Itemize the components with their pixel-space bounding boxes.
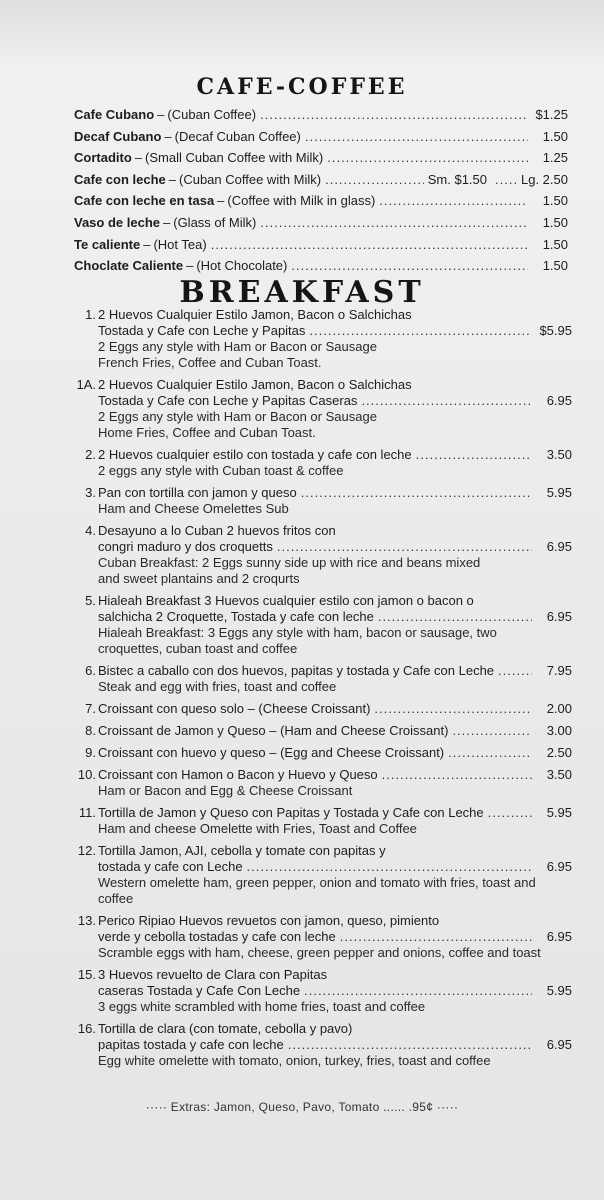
- coffee-item-price: Lg. 2.50: [521, 171, 568, 187]
- coffee-item-desc: (Glass of Milk): [173, 214, 257, 230]
- coffee-item-price: 1.25: [542, 150, 568, 166]
- cafe-coffee-heading: CAFE-COFFEE: [196, 74, 408, 100]
- item-price: 6.95: [546, 1037, 572, 1052]
- coffee-item-desc: (Cuban Coffee): [167, 107, 257, 122]
- dot-leader: [498, 663, 532, 679]
- breakfast-item: [72, 307, 572, 371]
- dash-separator: –: [143, 236, 151, 252]
- dot-leader: [374, 701, 532, 717]
- coffee-item-price: 1.50: [542, 214, 568, 230]
- coffee-item-desc: (Decaf Cuban Coffee): [174, 128, 301, 144]
- item-line: [98, 805, 572, 821]
- item-number: 12.: [77, 843, 96, 858]
- item-price: 5.95: [546, 485, 572, 500]
- coffee-item-desc: (Cuban Coffee with Milk): [179, 171, 322, 187]
- coffee-item: [74, 129, 568, 151]
- item-spanish-text: caseras Tostada y Cafe Con Leche: [98, 983, 301, 998]
- dot-leader: [378, 609, 532, 625]
- coffee-item-desc: (Hot Chocolate): [196, 258, 288, 274]
- item-line: [98, 1037, 572, 1053]
- item-price: 6.95: [546, 393, 572, 408]
- item-english-text: Ham and Cheese Omelettes Sub: [98, 501, 289, 516]
- item-line: [98, 767, 572, 783]
- item-line: [98, 745, 572, 761]
- dash-separator: –: [164, 128, 172, 144]
- breakfast-item: [72, 913, 572, 961]
- item-line: [98, 323, 572, 339]
- dot-leader: [288, 1037, 532, 1053]
- breakfast-item: [72, 377, 572, 441]
- breakfast-item: [72, 805, 572, 837]
- dot-leader: [340, 929, 532, 945]
- item-english-text: Egg white omelette with tomato, onion, turkey, fries, toast and coffee: [98, 1053, 491, 1068]
- breakfast-item: [72, 745, 572, 761]
- breakfast-item: [72, 767, 572, 799]
- breakfast-item: [72, 701, 572, 717]
- item-number: 5.: [85, 593, 96, 608]
- dot-leader: [452, 723, 532, 739]
- coffee-item-name: Te caliente: [74, 236, 141, 252]
- breakfast-item: [72, 843, 572, 907]
- coffee-item: [74, 193, 568, 215]
- coffee-item-price: 1.50: [542, 128, 568, 144]
- dot-leader: [304, 983, 532, 999]
- breakfast-item: [72, 447, 572, 479]
- breakfast-list: [72, 307, 572, 1075]
- item-line: [98, 539, 572, 555]
- breakfast-heading: BREAKFAST: [179, 275, 425, 310]
- item-line: [98, 609, 572, 625]
- item-english-text: Home Fries, Coffee and Cuban Toast.: [98, 425, 316, 440]
- breakfast-item: [72, 663, 572, 695]
- item-english-text: Western omelette ham, green pepper, onion and tomato with fries, toast and coffee: [98, 875, 536, 906]
- item-english-text: Scramble eggs with ham, cheese, green pepper and onions, coffee and toast: [98, 945, 541, 960]
- dash-separator: –: [168, 171, 176, 187]
- dot-leader: [277, 539, 532, 555]
- coffee-item-price: 1.50: [542, 236, 568, 252]
- item-number: 1A.: [76, 377, 96, 392]
- item-spanish-text: Perico Ripiao Huevos revuetos con jamon, queso, pimiento: [98, 913, 440, 928]
- item-line: [98, 663, 572, 679]
- dash-separator: –: [163, 214, 171, 230]
- coffee-item-name: Decaf Cubano: [74, 128, 162, 144]
- item-number: 6.: [85, 663, 96, 678]
- dot-leader: [301, 485, 532, 501]
- item-english-text: 3 eggs white scrambled with home fries, toast and coffee: [98, 999, 426, 1014]
- item-spanish-text: Desayuno a lo Cuban 2 huevos fritos con: [98, 523, 336, 538]
- dot-leader: [327, 150, 528, 165]
- item-spanish-text: Croissant con huevo y queso – (Egg and Cheese Croissant): [98, 745, 445, 760]
- coffee-item-name: Cafe con leche: [74, 171, 166, 187]
- dash-separator: –: [157, 107, 165, 122]
- item-spanish-text: tostada y cafe con Leche: [98, 859, 243, 874]
- item-spanish-text: verde y cebolla tostadas y cafe con leche: [98, 929, 336, 944]
- item-spanish-text: Tortilla de clara (con tomate, cebolla y pavo): [98, 1021, 353, 1036]
- item-spanish-text: Hialeah Breakfast 3 Huevos cualquier estilo con jamon o bacon o: [98, 593, 474, 608]
- item-number: 16.: [77, 1021, 96, 1036]
- item-price: 5.95: [546, 805, 572, 820]
- item-english-text: 2 eggs any style with Cuban toast & coffee: [98, 463, 344, 478]
- item-line: [98, 485, 572, 501]
- item-price: $5.95: [539, 323, 572, 338]
- breakfast-item: [72, 593, 572, 657]
- dot-leader: [260, 107, 528, 122]
- item-price: 6.95: [546, 539, 572, 554]
- item-spanish-text: Tortilla de Jamon y Queso con Papitas y Tostada y Cafe con Leche: [98, 805, 484, 820]
- coffee-item: [74, 237, 568, 259]
- breakfast-item: [72, 523, 572, 587]
- item-english-text: 2 Eggs any style with Ham or Bacon or Sausage: [98, 339, 377, 354]
- item-price: 6.95: [546, 609, 572, 624]
- item-spanish-text: 3 Huevos revuelto de Clara con Papitas: [98, 967, 328, 982]
- item-spanish-text: Croissant de Jamon y Queso – (Ham and Cheese Croissant): [98, 723, 449, 738]
- breakfast-item: [72, 723, 572, 739]
- item-number: 3.: [85, 485, 96, 500]
- item-english-text: Steak and egg with fries, toast and coffee: [98, 679, 337, 694]
- item-spanish-text: Pan con tortilla con jamon y queso: [98, 485, 297, 500]
- dot-leader: [211, 237, 528, 252]
- item-number: 4.: [85, 523, 96, 538]
- item-line: [98, 593, 572, 609]
- item-line: [98, 523, 572, 539]
- coffee-item-small-price: Sm. $1.50: [427, 171, 487, 187]
- coffee-item-price: $1.25: [535, 107, 568, 122]
- coffee-item-name: Cafe Cubano: [74, 107, 155, 122]
- item-line: [98, 447, 572, 463]
- item-english-text: and sweet plantains and 2 croqurts: [98, 571, 300, 586]
- coffee-item-name: Choclate Caliente: [74, 258, 184, 274]
- item-number: 7.: [85, 701, 96, 716]
- item-spanish-text: Bistec a caballo con dos huevos, papitas y tostada y Cafe con Leche: [98, 663, 495, 678]
- item-line: [98, 701, 572, 717]
- item-line: [98, 983, 572, 999]
- item-spanish-text: Tostada y Cafe con Leche y Papitas Caseras: [98, 393, 358, 408]
- item-number: 11.: [78, 805, 96, 820]
- coffee-item-desc: (Small Cuban Coffee with Milk): [145, 150, 324, 166]
- item-spanish-text: congri maduro y dos croquetts: [98, 539, 273, 554]
- item-line: [98, 307, 572, 323]
- item-english-text: Ham and cheese Omelette with Fries, Toast and Coffee: [98, 821, 417, 836]
- dot-leader: [379, 193, 528, 208]
- coffee-item-desc: (Coffee with Milk in glass): [227, 193, 376, 209]
- item-number: 1.: [85, 307, 96, 322]
- item-price: 5.95: [546, 983, 572, 998]
- dot-leader: [495, 172, 517, 187]
- dot-leader: [488, 805, 532, 821]
- breakfast-item: [72, 1021, 572, 1069]
- item-number: 2.: [85, 447, 96, 462]
- breakfast-item: [72, 967, 572, 1015]
- item-spanish-text: Tostada y Cafe con Leche y Papitas: [98, 323, 306, 338]
- item-line: [98, 967, 572, 983]
- item-english-text: Ham or Bacon and Egg & Cheese Croissant: [98, 783, 353, 798]
- dot-leader: [382, 767, 532, 783]
- dot-leader: [325, 172, 424, 187]
- item-english-text: croquettes, cuban toast and coffee: [98, 641, 298, 656]
- dot-leader: [416, 447, 532, 463]
- item-number: 13.: [77, 913, 96, 928]
- coffee-item-name: Vaso de leche: [74, 214, 160, 230]
- coffee-item: [74, 107, 568, 129]
- item-english-text: Hialeah Breakfast: 3 Eggs any style with ham, bacon or sausage, two: [98, 625, 497, 640]
- coffee-item: [74, 215, 568, 237]
- item-number: 15.: [77, 967, 96, 982]
- item-number: 8.: [85, 723, 96, 738]
- breakfast-item: [72, 485, 572, 517]
- item-english-text: Cuban Breakfast: 2 Eggs sunny side up with rice and beans mixed: [98, 555, 481, 570]
- coffee-item: [74, 172, 568, 194]
- dot-leader: [448, 745, 532, 761]
- item-line: [98, 723, 572, 739]
- item-spanish-text: papitas tostada y cafe con leche: [98, 1037, 284, 1052]
- item-line: [98, 393, 572, 409]
- page-shadow: [0, 0, 604, 70]
- item-line: [98, 1021, 572, 1037]
- item-number: 9.: [85, 745, 96, 760]
- dot-leader: [247, 859, 532, 875]
- item-line: [98, 843, 572, 859]
- coffee-item-price: 1.50: [542, 193, 568, 209]
- dot-leader: [305, 129, 528, 144]
- item-spanish-text: Tortilla Jamon, AJI, cebolla y tomate con papitas y: [98, 843, 386, 858]
- item-number: 10.: [77, 767, 96, 782]
- dash-separator: –: [217, 193, 225, 209]
- dot-leader: [260, 215, 528, 230]
- item-price: 6.95: [546, 859, 572, 874]
- item-price: 2.50: [546, 745, 572, 760]
- coffee-item-desc: (Hot Tea): [153, 236, 207, 252]
- item-line: [98, 929, 572, 945]
- item-price: 3.50: [546, 447, 572, 462]
- item-spanish-text: 2 Huevos cualquier estilo con tostada y cafe con leche: [98, 447, 412, 462]
- coffee-item-price: 1.50: [542, 258, 568, 274]
- dash-separator: –: [134, 150, 143, 166]
- item-english-text: 2 Eggs any style with Ham or Bacon or Sausage: [98, 409, 377, 424]
- item-line: [98, 913, 572, 929]
- dot-leader: [309, 323, 532, 339]
- item-line: [98, 859, 572, 875]
- item-spanish-text: salchicha 2 Croquette, Tostada y cafe con leche: [98, 609, 374, 624]
- dot-leader: [291, 258, 528, 273]
- item-spanish-text: 2 Huevos Cualquier Estilo Jamon, Bacon o Salchichas: [98, 377, 412, 392]
- item-spanish-text: 2 Huevos Cualquier Estilo Jamon, Bacon o Salchichas: [98, 307, 412, 322]
- coffee-item: [74, 150, 568, 172]
- dash-separator: –: [186, 258, 194, 274]
- item-price: 7.95: [546, 663, 572, 678]
- coffee-item-name: Cafe con leche en tasa: [74, 193, 215, 209]
- item-price: 6.95: [546, 929, 572, 944]
- coffee-list: [74, 107, 568, 280]
- item-price: 3.50: [546, 767, 572, 782]
- dot-leader: [361, 393, 532, 409]
- item-spanish-text: Croissant con Hamon o Bacon y Huevo y Queso: [98, 767, 378, 782]
- item-price: 2.00: [546, 701, 572, 716]
- extras-note: ····· Extras: Jamon, Queso, Pavo, Tomato ...... .95¢ ·····: [145, 1100, 459, 1114]
- item-spanish-text: Croissant con queso solo – (Cheese Croissant): [98, 701, 371, 716]
- item-line: [98, 377, 572, 393]
- item-english-text: French Fries, Coffee and Cuban Toast.: [98, 355, 322, 370]
- coffee-item-name: Cortadito: [74, 150, 132, 166]
- item-price: 3.00: [546, 723, 572, 738]
